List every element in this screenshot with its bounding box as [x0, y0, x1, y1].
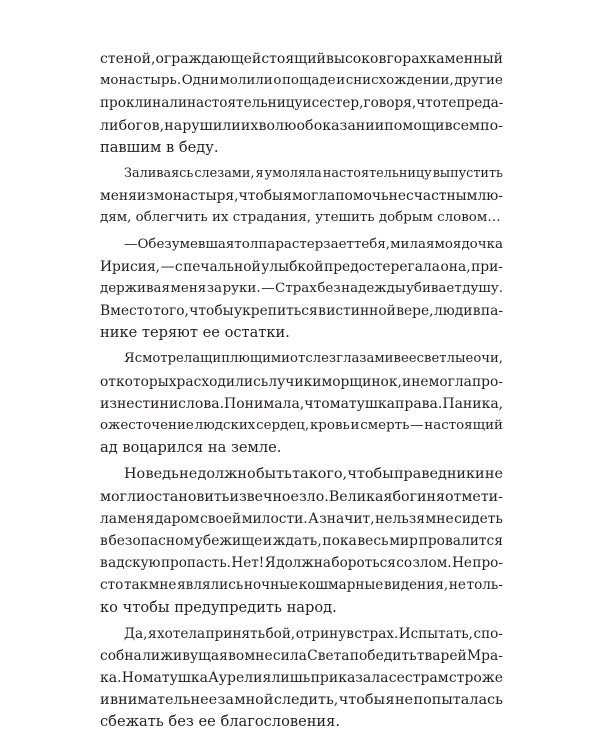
text-line: ко чтобы предупредить народ.: [100, 598, 337, 616]
text-line: Заливаясь слезами, я умоляла настоятельницу выпустить: [124, 165, 503, 181]
text-line: — Обезумевшая толпа растерзает тебя, милая моя дочка: [124, 236, 503, 252]
text-line: Я смотрела щиплющими от слез глазами в ее светлые очи,: [124, 351, 503, 367]
text-line: от которых расходились лучики морщинок, и не могла про-: [100, 373, 503, 390]
text-line: могли остановить извечное зло. Великая богиня отмети-: [100, 488, 503, 505]
text-line: павшим в беду.: [100, 138, 219, 156]
text-line: в безопасном убежище и ждать, пока весь мир провалится: [100, 532, 503, 549]
text-line: Но ведь не должно быть такого, чтобы праведники не: [124, 466, 503, 483]
paragraph-4: [100, 348, 503, 459]
text-line: проклинали настоятельницу и сестер, говоря, что те преда-: [100, 95, 503, 112]
text-line: сто так мне являлись ночные кошмарные видения, не толь-: [100, 577, 503, 594]
text-line: ожесточение людских сердец, кровь и смерть — настоящий: [100, 418, 503, 433]
text-line: стеной, ограждающей стоящий высоко в горах каменный: [100, 51, 503, 67]
text-line: дям, облегчить их страдания, утешить добрым словом…: [100, 210, 501, 226]
paragraph-2: [100, 163, 503, 230]
paragraph-6: [100, 623, 503, 734]
paragraph-5: [100, 463, 503, 618]
text-line: Ирисия, — с печальной улыбкой предостерегала она, при-: [100, 258, 503, 275]
text-line: собна ли живущая во мне сила Света победить тварей Мра-: [100, 647, 503, 664]
page-text: [100, 48, 503, 734]
text-line: Вместо того, чтобы укрепиться в истинной вере, люди в па-: [100, 303, 503, 320]
text-line: ка. Но матушка Аурелия лишь приказала сестрам строже: [100, 670, 503, 687]
text-line: ли богов, нарушили их волю об оказании помощи всем по-: [100, 117, 503, 134]
text-line: держивая меня за руки. — Страх без надежды убивает душу.: [100, 280, 503, 296]
text-line: меня из монастыря, чтобы я могла помочь несчастным лю-: [100, 188, 503, 205]
text-line: изнести ни слова. Понимала, что матушка права. Паника,: [100, 395, 503, 412]
text-line: Да, я хотела принять бой, отринув страх. Испытать, спо-: [124, 625, 503, 642]
text-line: сбежать без ее благословения.: [100, 713, 341, 731]
text-line: ла меня даром своей милости. А значит, нельзя мне сидеть: [100, 510, 503, 527]
text-line: монастырь. Одни молили о пощаде и снисхождении, другие: [100, 73, 503, 89]
text-line: ад воцарился на земле.: [100, 439, 282, 457]
paragraph-1: [100, 48, 503, 159]
text-line: и внимательнее за мной следить, чтобы я не попыталась: [100, 692, 503, 709]
paragraph-3: [100, 234, 503, 345]
text-line: в адскую пропасть. Нет! Я должна бороться со злом. Не про-: [100, 555, 503, 572]
text-line: нике теряют ее остатки.: [100, 324, 290, 342]
